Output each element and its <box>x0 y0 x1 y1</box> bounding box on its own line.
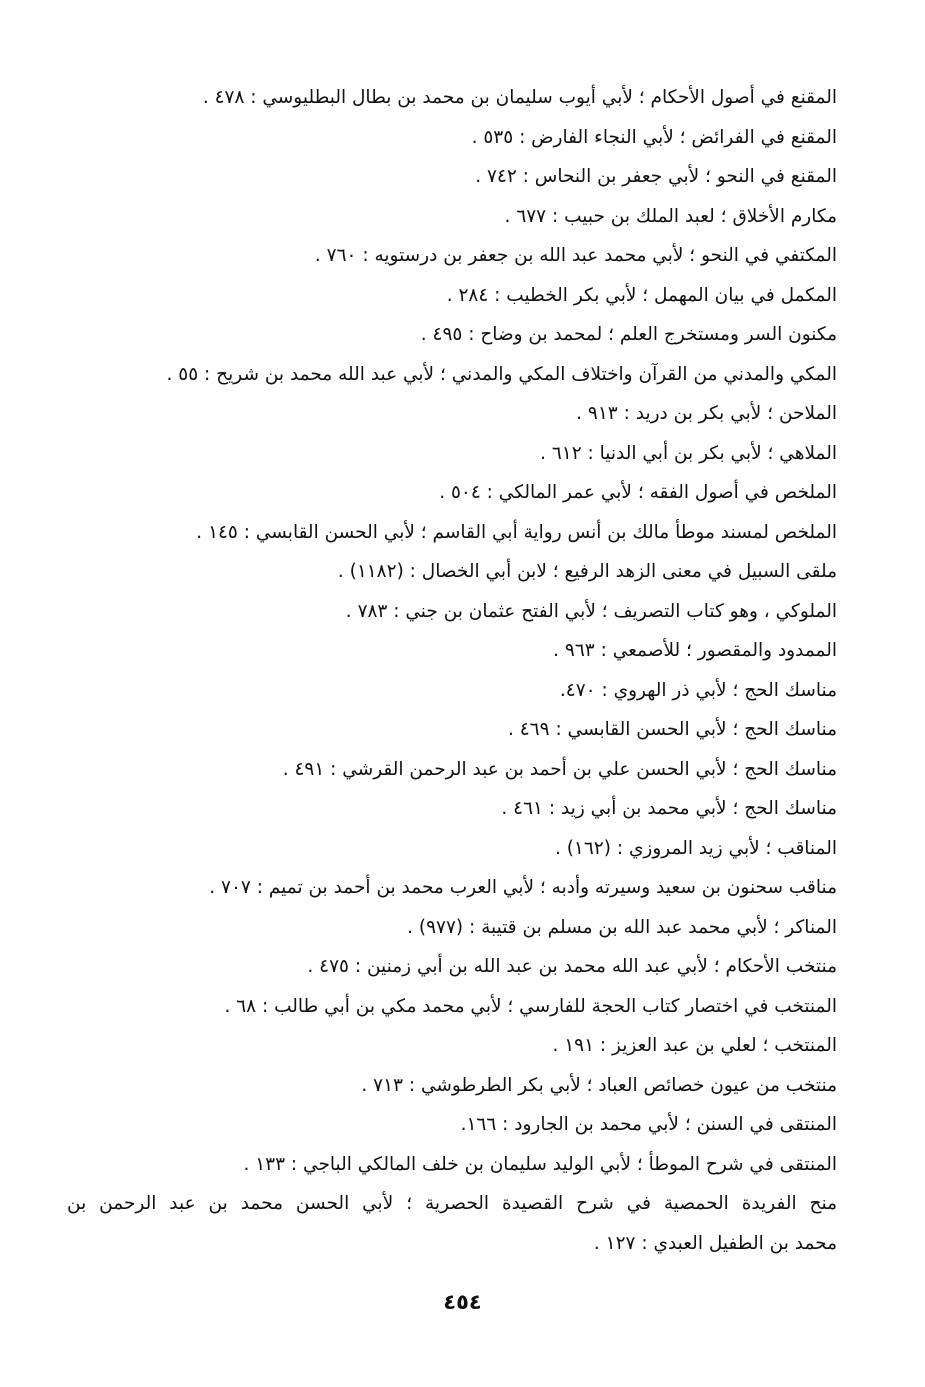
index-entry: المناقب ؛ لأبي زيد المروزي : (١٦٢) . <box>554 837 837 859</box>
index-entry: منتخب الأحكام ؛ لأبي عبد الله محمد بن عبد الله بن أبي زمنين : ٤٧٥ . <box>307 956 837 977</box>
index-entry: المنتخب ؛ لعلي بن عبد العزيز : ١٩١ . <box>552 1035 837 1056</box>
index-entry-list <box>67 78 837 1263</box>
index-entry: ملقى السبيل في معنى الزهد الرفيع ؛ لابن أبي الخصال : (١١٨٢) . <box>337 561 837 582</box>
index-entry-continuation: محمد بن الطفيل العبدي : ١٢٧ . <box>593 1232 837 1254</box>
index-entry: مناسك الحج ؛ لأبي ذر الهروي : ٤٧٠. <box>559 679 837 701</box>
index-entry: الملخص لمسند موطأ مالك بن أنس رواية أبي القاسم ؛ لأبي الحسن القابسي : ١٤٥ . <box>196 521 837 543</box>
index-entry: منتخب من عيون خصائص العباد ؛ لأبي بكر الطرطوشي : ٧١٣ . <box>361 1074 837 1096</box>
index-entry: مكنون السر ومستخرج العلم ؛ لمحمد بن وضاح : ٤٩٥ . <box>420 324 837 345</box>
index-entry: المكتفي في النحو ؛ لأبي محمد عبد الله بن جعفر بن درستويه : ٧٦٠ . <box>314 245 837 266</box>
index-entry: الملخص في أصول الفقه ؛ لأبي عمر المالكي : ٥٠٤ . <box>439 482 837 503</box>
index-entry: مناسك الحج ؛ لأبي الحسن علي بن أحمد بن عبد الرحمن القرشي : ٤٩١ . <box>282 758 837 780</box>
page-number: ٤٥٤ <box>443 1290 482 1314</box>
index-entry: المنتقى في السنن ؛ لأبي محمد بن الجارود : ١٦٦. <box>460 1114 837 1135</box>
index-entry: المكمل في بيان المهمل ؛ لأبي بكر الخطيب : ٢٨٤ . <box>446 284 837 306</box>
index-entry: منح الفريدة الحمصية في شرح القصيدة الحصرية ؛ لأبي الحسن محمد بن عبد الرحمن بن <box>67 1193 837 1214</box>
index-entry: مناسك الحج ؛ لأبي محمد بن أبي زيد : ٤٦١ . <box>501 798 837 819</box>
index-entry: المقنع في النحو ؛ لأبي جعفر بن النحاس : ٧٤٢ . <box>475 166 837 187</box>
index-entry: المناكر ؛ لأبي محمد عبد الله بن مسلم بن قتيبة : (٩٧٧) . <box>407 916 837 938</box>
index-entry: مناقب سحنون بن سعيد وسيرته وأدبه ؛ لأبي العرب محمد بن أحمد بن تميم : ٧٠٧ . <box>209 877 837 898</box>
index-entry: الملاهي ؛ لأبي بكر بن أبي الدنيا : ٦١٢ . <box>540 442 837 464</box>
index-entry: مناسك الحج ؛ لأبي الحسن القابسي : ٤٦٩ . <box>507 719 837 740</box>
index-entry: المقنع في أصول الأحكام ؛ لأبي أيوب سليمان بن محمد بن بطال البطليوسي : ٤٧٨ . <box>202 87 837 108</box>
index-entry: المنتقى في شرح الموطأ ؛ لأبي الوليد سليمان بن خلف المالكي الباجي : ١٣٣ . <box>243 1153 837 1175</box>
index-entry: المقنع في الفرائض ؛ لأبي النجاء الفارض : ٥٣٥ . <box>471 126 837 148</box>
index-entry: الملوكي ، وهو كتاب التصريف ؛ لأبي الفتح عثمان بن جني : ٧٨٣ . <box>345 600 837 622</box>
index-entry: المنتخب في اختصار كتاب الحجة للفارسي ؛ لأبي محمد مكي بن أبي طالب : ٦٨ . <box>224 995 837 1017</box>
index-entry: الملاحن ؛ لأبي بكر بن دريد : ٩١٣ . <box>576 403 837 424</box>
index-entry: مكارم الأخلاق ؛ لعبد الملك بن حبيب : ٦٧٧ . <box>504 205 837 227</box>
index-entry: الممدود والمقصور ؛ للأصمعي : ٩٦٣ . <box>553 640 837 661</box>
index-entry: المكي والمدني من القرآن واختلاف المكي والمدني ؛ لأبي عبد الله محمد بن شريح : ٥٥ . <box>166 363 837 385</box>
